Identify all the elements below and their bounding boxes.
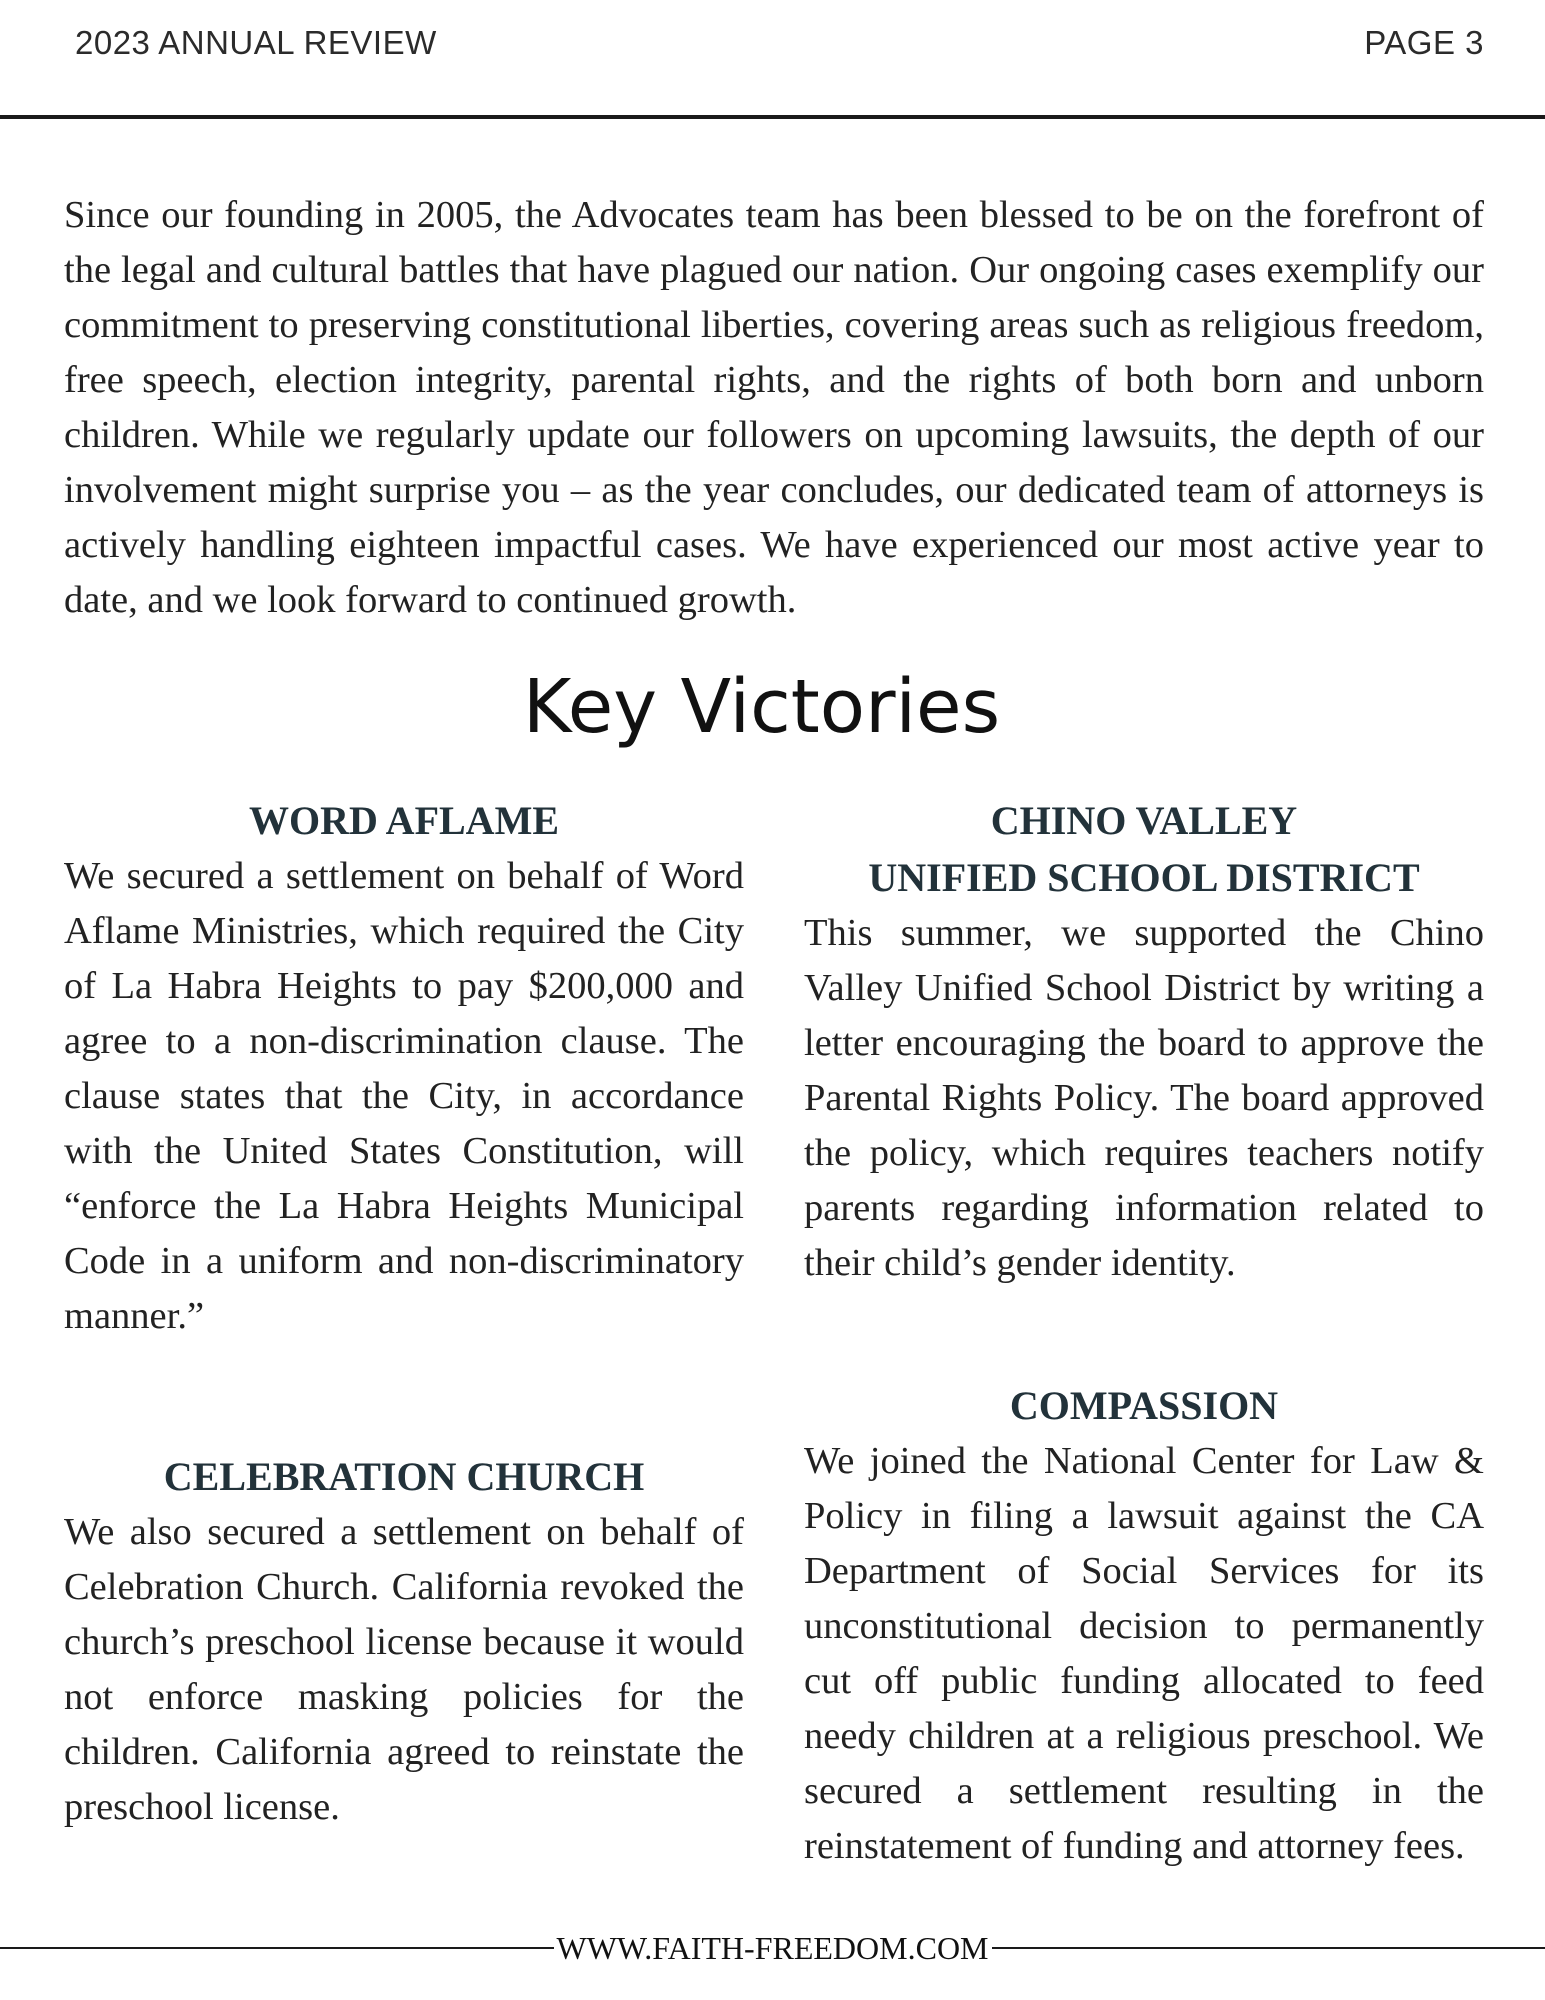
victory-heading: WORD AFLAME [249, 798, 559, 843]
header-divider [0, 115, 1545, 119]
footer [0, 1925, 1545, 1971]
victory-body: We secured a settlement on behalf of Word Aflame Ministries, which required the City of La Habra Heights to pay $200,000 and agree to a non-discrimination clause. The clause states that the City, in accordance with the United States Constitution, will “enforce the La Habra Heights Municipal Code in a uniform and non-discriminatory manner.” [64, 855, 744, 1337]
victory-heading: CELEBRATION CHURCH [163, 1454, 645, 1499]
victory-heading [804, 792, 1484, 906]
victory-heading: COMPASSION [1009, 1383, 1279, 1428]
victory-body: This summer, we supported the Chino Valley Unified School District by writing a letter encouraging the board to approve the Parental Rights Policy. The board approved the policy, which requires teachers notify parents regarding information related to their child’s gender identity. [804, 912, 1484, 1284]
victory-body: We also secured a settlement on behalf of Celebration Church. California revoked the church’s preschool license because it would not enforce masking policies for the children. California agreed to reinstate the preschool license. [64, 1511, 744, 1828]
footer-rule-left [0, 1947, 554, 1949]
section-title: Key Victories [522, 664, 1001, 750]
intro-paragraph: Since our founding in 2005, the Advocates team has been blessed to be on the forefront of the legal and cultural battles that have plagued our nation. Our ongoing cases exemplify our commitment to preserving constitutional liberties, covering areas such as religious freedom, free speech, election integrity, parental rights, and the rights of both born and unborn children. While we regularly update our followers on upcoming lawsuits, the depth of our involvement might surprise you – as the year concludes, our dedicated team of attorneys is actively handling eighteen impactful cases. We have experienced our most active year to date, and we look forward to continued growth. [64, 194, 1484, 621]
footer-url: WWW.FAITH-FREEDOM.COM [556, 1929, 989, 1966]
victory-heading-line: UNIFIED SCHOOL DISTRICT [868, 855, 1420, 900]
victory-celebration-church [64, 1448, 744, 1835]
victory-word-aflame [64, 792, 744, 1344]
footer-rule-right [992, 1947, 1545, 1949]
victory-chino-valley [804, 792, 1484, 1291]
victory-body: We joined the National Center for Law & Policy in filing a lawsuit against the CA Department of Social Services for its unconstitutional decision to permanently cut off public funding allocated to feed needy children at a religious preschool. We secured a settlement resulting in the reinstatement of funding and attorney fees. [804, 1440, 1484, 1867]
header-title: 2023 ANNUAL REVIEW [75, 24, 437, 61]
page-number: PAGE 3 [1364, 24, 1484, 61]
victory-heading-line: CHINO VALLEY [990, 798, 1298, 843]
victory-compassion [804, 1377, 1484, 1874]
